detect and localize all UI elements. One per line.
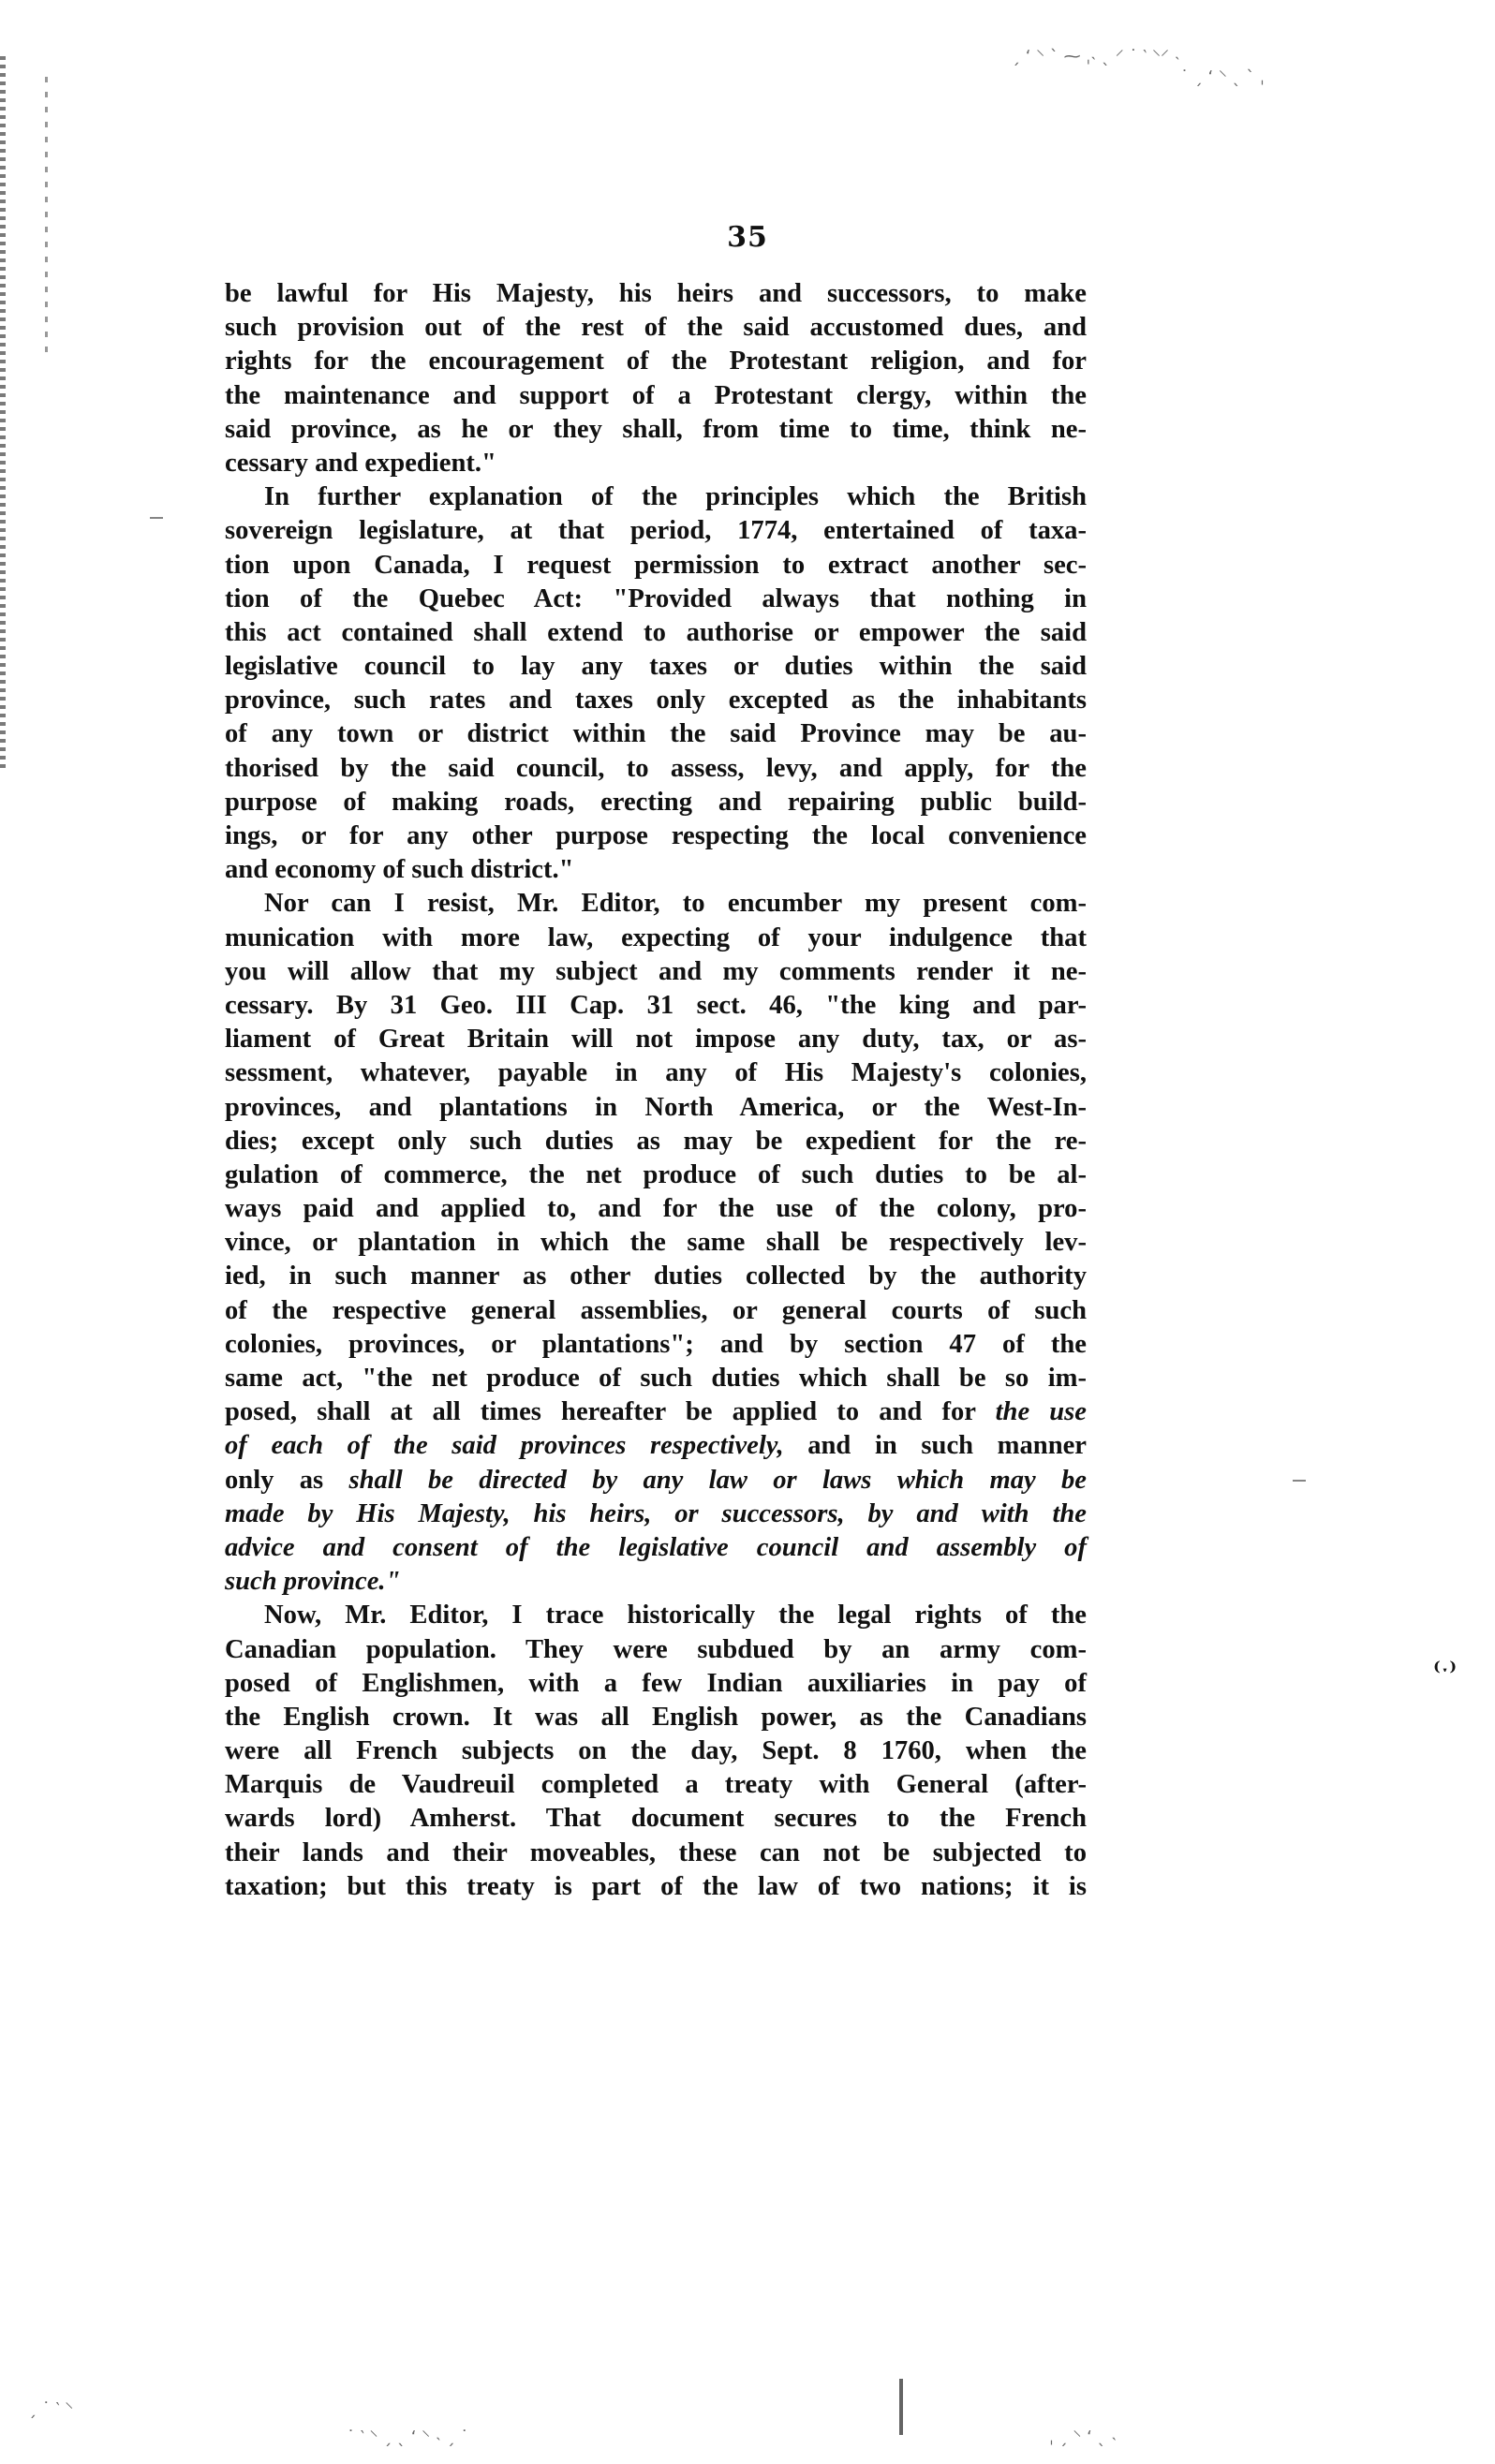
scan-noise-top: ˏ ‘ ⸌ ˋ ⁓ ˌ˴ ˎ ⸍ ˙ ‵ ⸌⸍ ˴ xyxy=(1012,47,1180,66)
text-line: legislative council to lay any taxes or duties within the said xyxy=(225,652,1087,682)
text-line: Marquis de Vaudreuil completed a treaty with General (after- xyxy=(225,1770,1087,1800)
text-line: made by His Majesty, his heirs, or successors, by and with the xyxy=(225,1498,1087,1528)
text-line: wards lord) Amherst. That document secures to the French xyxy=(225,1804,1087,1834)
text-line: of any town or district within the said Province may be au- xyxy=(225,719,1087,749)
text-line: In further explanation of the principles which the British xyxy=(264,482,1087,512)
scan-noise-bottom-right: ˌ ˏ ⸌ ‘ ˎ ˴ xyxy=(1049,2427,1118,2447)
margin-mark xyxy=(1293,1480,1306,1482)
text-line: ied, in such manner as other duties collected by the authority xyxy=(225,1262,1087,1291)
text-line: advice and consent of the legislative council and assembly of xyxy=(225,1532,1087,1562)
page-number: 35 xyxy=(727,221,768,254)
text-line: gulation of commerce, the net produce of such duties to be al- xyxy=(225,1159,1087,1189)
text-line: taxation; but this treaty is part of the law of two nations; it is xyxy=(225,1871,1087,1901)
body-text xyxy=(225,277,1087,1904)
text-line: posed of Englishmen, with a few Indian auxiliaries in pay of xyxy=(225,1668,1087,1698)
text-line: purpose of making roads, erecting and repairing public build- xyxy=(225,787,1087,817)
text-line: their lands and their moveables, these can not be subjected to xyxy=(225,1837,1087,1867)
text-line: ings, or for any other purpose respecting the local convenience xyxy=(225,821,1087,850)
scan-noise-top-right: ˙ ˏ ‘ ⸌ ˎ ˋ ˌ xyxy=(1180,67,1265,87)
binding-edge-marks xyxy=(0,56,6,768)
text-line: cessary and expedient." xyxy=(225,448,496,478)
text-line: were all French subjects on the day, Sept. 8 1760, when the xyxy=(225,1736,1087,1766)
text-line: such province." xyxy=(225,1567,401,1597)
text-line: you will allow that my subject and my comments render it ne- xyxy=(225,956,1087,986)
text-line: sessment, whatever, payable in any of His Majesty's colonies, xyxy=(225,1058,1087,1088)
text-line: thorised by the said council, to assess, levy, and apply, for the xyxy=(225,753,1087,783)
margin-mark xyxy=(150,517,163,519)
scan-noise-bottom-left: ˏ ˙ ‵ ⸌ xyxy=(28,2399,74,2419)
text-line: liament of Great Britain will not impose any duty, tax, or as- xyxy=(225,1025,1087,1055)
text-line: munication with more law, expecting of your indulgence that xyxy=(225,922,1087,952)
text-line: cessary. By 31 Geo. III Cap. 31 sect. 46, "the king and par- xyxy=(225,990,1087,1020)
text-line: sovereign legislature, at that period, 1774, entertained of taxa- xyxy=(225,516,1087,546)
text-line: provinces, and plantations in North America, or the West-In- xyxy=(225,1092,1087,1122)
binding-edge-marks-inner xyxy=(45,77,48,358)
text-line: and economy of such district." xyxy=(225,855,574,885)
text-line: same act, "the net produce of such duties which shall be so im- xyxy=(225,1364,1087,1393)
text-line: ways paid and applied to, and for the use of the colony, pro- xyxy=(225,1194,1087,1224)
text-line: province, such rates and taxes only excepted as the inhabitants xyxy=(225,686,1087,716)
text-line: tion upon Canada, I request permission to extract another sec- xyxy=(225,550,1087,580)
text-line: Nor can I resist, Mr. Editor, to encumber my present com- xyxy=(264,889,1087,919)
text-line: tion of the Quebec Act: "Provided always that nothing in xyxy=(225,583,1087,613)
text-line: posed, shall at all times hereafter be applied to and for the use xyxy=(225,1397,1087,1427)
text-line: Canadian population. They were subdued by an army com- xyxy=(225,1634,1087,1664)
text-line: rights for the encouragement of the Protestant religion, and for xyxy=(225,347,1087,376)
text-line: the maintenance and support of a Protestant clergy, within the xyxy=(225,380,1087,410)
scan-artifact-bar xyxy=(899,2379,903,2435)
text-line: of the respective general assemblies, or general courts of such xyxy=(225,1295,1087,1325)
scan-noise-bottom: ˙ ‵ ⸌ ˏ ˎ ‘ ⸌ ˴ ˏ ˙ xyxy=(347,2427,469,2447)
text-line: be lawful for His Majesty, his heirs and successors, to make xyxy=(225,279,1087,308)
text-line: Now, Mr. Editor, I trace historically the legal rights of the xyxy=(264,1601,1087,1630)
text-line: only as shall be directed by any law or laws which may be xyxy=(225,1465,1087,1495)
text-line: this act contained shall extend to authorise or empower the said xyxy=(225,617,1087,647)
margin-ornament: ⁽ˑ⁾ xyxy=(1433,1658,1458,1686)
text-line: said province, as he or they shall, from time to time, think ne- xyxy=(225,414,1087,444)
text-line: vince, or plantation in which the same shall be respectively lev- xyxy=(225,1228,1087,1258)
text-line: such provision out of the rest of the said accustomed dues, and xyxy=(225,313,1087,343)
text-line: of each of the said provinces respectively, and in such manner xyxy=(225,1431,1087,1461)
text-line: colonies, provinces, or plantations"; and by section 47 of the xyxy=(225,1329,1087,1359)
text-line: dies; except only such duties as may be expedient for the re- xyxy=(225,1126,1087,1156)
text-line: the English crown. It was all English power, as the Canadians xyxy=(225,1702,1087,1732)
